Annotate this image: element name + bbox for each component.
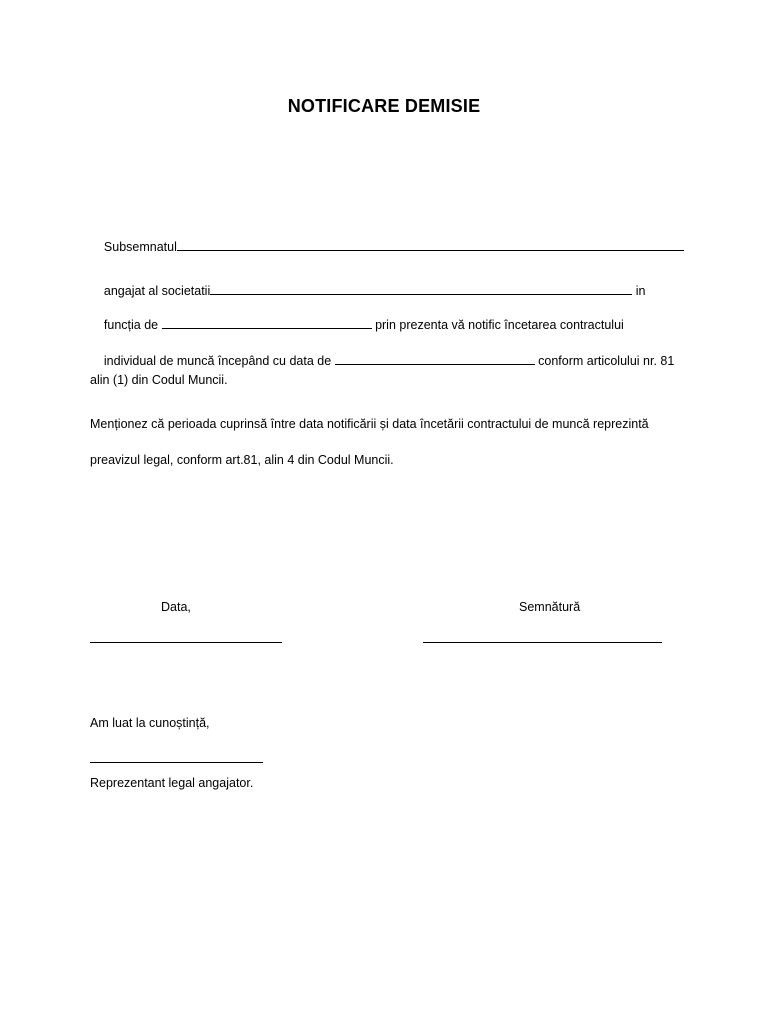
start-date-label: individual de muncă începând cu data de: [103, 354, 335, 368]
employer-representative-label: Reprezentant legal angajator.: [90, 776, 254, 790]
start-date-blank-field[interactable]: [335, 352, 535, 365]
company-label: angajat al societatii: [103, 284, 211, 298]
subsemnatul-line: [90, 224, 684, 268]
function-blank-field[interactable]: [162, 316, 372, 329]
codul-muncii-line: alin (1) din Codul Muncii.: [90, 373, 228, 387]
signature-label: Semnătură: [519, 600, 581, 614]
employer-signature-blank-field[interactable]: [90, 762, 263, 763]
preaviz-line-2: preavizul legal, conform art.81, alin 4 din Codul Muncii.: [90, 453, 394, 467]
preaviz-line-1: Menționez că perioada cuprinsă între data notificării și data încetării contractului de muncă reprezintă: [90, 417, 649, 431]
start-date-suffix: conform articolului nr. 81: [534, 354, 675, 368]
name-blank-field[interactable]: [177, 238, 684, 251]
company-suffix: in: [635, 284, 646, 298]
subsemnatul-label: Subsemnatul: [103, 240, 177, 254]
date-label: Data,: [161, 600, 191, 614]
signature-blank-field[interactable]: [423, 642, 662, 643]
date-blank-field[interactable]: [90, 642, 282, 643]
acknowledgement-label: Am luat la cunoștință,: [90, 716, 210, 730]
function-label: funcția de: [103, 318, 162, 332]
document-title: NOTIFICARE DEMISIE: [287, 96, 481, 116]
function-suffix: prin prezenta vă notific încetarea contractului: [371, 318, 624, 332]
company-blank-field[interactable]: [210, 282, 632, 295]
